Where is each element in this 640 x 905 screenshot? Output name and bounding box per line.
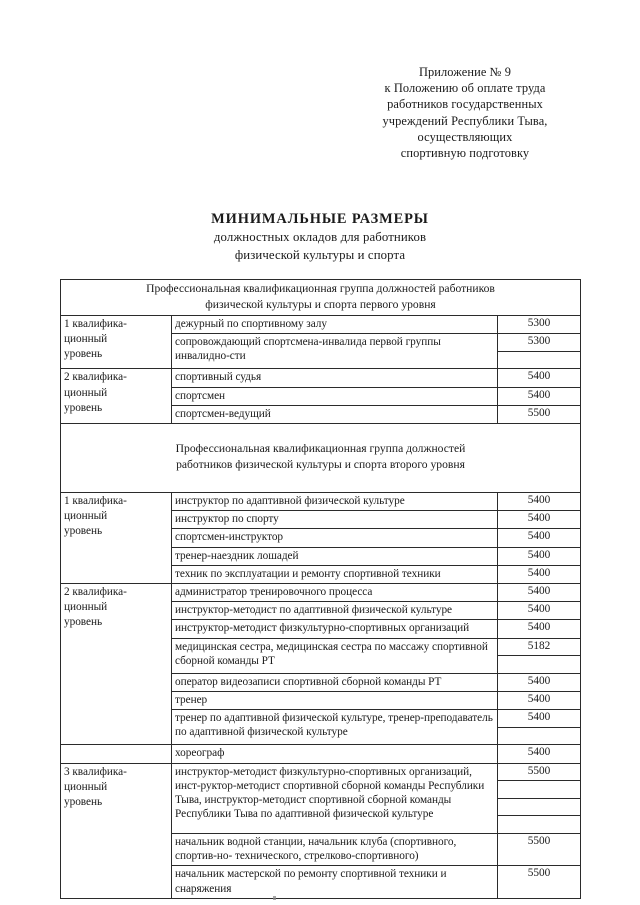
appendix-header-line-6: спортивную подготовку bbox=[400, 146, 530, 161]
salary-cell-empty bbox=[498, 798, 581, 816]
level-label-line-2: ционный bbox=[64, 510, 108, 523]
salary-cell: 5300 bbox=[498, 334, 581, 352]
post-cell: инструктор-методист физкультурно-спортивных организаций, инст-руктор-методист спортивной сборной команды Республики Тыва, инструктор-методист спортивной сборной команды Республики Тыва по адаптивной физической культуре bbox=[172, 763, 498, 833]
level-label-line-1: 2 квалифика- bbox=[64, 371, 127, 384]
scan-artifact bbox=[273, 896, 276, 900]
appendix-header-line-4: учреждений Республики Тыва, bbox=[382, 113, 548, 128]
post-cell: хореограф bbox=[172, 745, 498, 763]
salary-cell-empty bbox=[498, 727, 581, 745]
salary-cell-empty bbox=[498, 351, 581, 369]
salary-cell-empty bbox=[498, 781, 581, 799]
salary-cell: 5400 bbox=[498, 584, 581, 602]
post-cell: спортсмен-ведущий bbox=[172, 405, 498, 423]
table-row bbox=[61, 493, 581, 511]
appendix-header-line-5: осуществляющих bbox=[417, 129, 513, 144]
level-cell-g2-l3 bbox=[61, 763, 172, 898]
salary-cell: 5400 bbox=[498, 565, 581, 583]
level-label-line-3: уровень bbox=[64, 401, 103, 414]
post-cell: медицинская сестра, медицинская сестра по массажу спортивной сборной команды РТ bbox=[172, 638, 498, 673]
page-title-sub-2: физической культуры и спорта bbox=[234, 247, 406, 262]
salary-cell-empty bbox=[498, 816, 581, 834]
post-cell: оператор видеозаписи спортивной сборной команды РТ bbox=[172, 673, 498, 691]
group-2-heading bbox=[61, 424, 581, 493]
post-cell: тренер-наездник лошадей bbox=[172, 547, 498, 565]
group-1-heading bbox=[61, 280, 581, 316]
appendix-header-line-2: к Положению об оплате труда bbox=[384, 81, 546, 96]
salary-cell: 5400 bbox=[498, 493, 581, 511]
appendix-header-line-1: Приложение № 9 bbox=[418, 65, 512, 79]
page-title bbox=[0, 210, 640, 264]
table-row bbox=[61, 316, 581, 334]
level-label-line-3: уровень bbox=[64, 348, 103, 361]
salary-cell: 5182 bbox=[498, 638, 581, 656]
post-cell: тренер bbox=[172, 692, 498, 710]
salary-cell: 5500 bbox=[498, 405, 581, 423]
post-cell: техник по эксплуатации и ремонту спортивной техники bbox=[172, 565, 498, 583]
post-cell: тренер по адаптивной физической культуре, тренер-преподаватель по адаптивной физической культуре bbox=[172, 710, 498, 745]
group-2-heading-line-2: работников физической культуры и спорта второго уровня bbox=[176, 458, 465, 471]
salary-cell: 5400 bbox=[498, 547, 581, 565]
post-cell: начальник мастерской по ремонту спортивной техники и снаряжения bbox=[172, 866, 498, 898]
salary-table bbox=[60, 279, 581, 899]
level-label-line-2: ционный bbox=[64, 780, 108, 793]
salary-cell: 5300 bbox=[498, 316, 581, 334]
post-cell: инструктор-методист физкультурно-спортивных организаций bbox=[172, 620, 498, 638]
post-cell: спортсмен-инструктор bbox=[172, 529, 498, 547]
salary-cell: 5400 bbox=[498, 529, 581, 547]
group-2-heading-line-1: Профессиональная квалификационная группа должностей bbox=[175, 442, 466, 455]
page-title-main: МИНИМАЛЬНЫЕ РАЗМЕРЫ bbox=[211, 211, 429, 227]
group-heading-row bbox=[61, 280, 581, 316]
level-label-line-1: 3 квалифика- bbox=[64, 765, 127, 778]
salary-table-wrapper bbox=[60, 279, 580, 899]
salary-cell-empty bbox=[498, 656, 581, 674]
level-label-line-2: ционный bbox=[64, 601, 108, 614]
level-label-line-2: ционный bbox=[64, 333, 108, 346]
salary-cell: 5500 bbox=[498, 866, 581, 898]
salary-cell: 5400 bbox=[498, 387, 581, 405]
group-heading-row bbox=[61, 424, 581, 493]
level-label-line-3: уровень bbox=[64, 616, 103, 629]
post-cell: начальник водной станции, начальник клуба (спортивного, спортив-но- технического, стрелково-спортивного) bbox=[172, 833, 498, 865]
appendix-header bbox=[340, 64, 590, 161]
post-cell: инструктор-методист по адаптивной физической культуре bbox=[172, 602, 498, 620]
group-1-heading-line-1: Профессиональная квалификационная группа должностей работников bbox=[146, 282, 495, 295]
post-cell: инструктор по адаптивной физической культуре bbox=[172, 493, 498, 511]
level-label-line-1: 1 квалифика- bbox=[64, 318, 127, 330]
level-label-line-1: 2 квалифика- bbox=[64, 586, 127, 599]
level-label-line-2: ционный bbox=[64, 386, 108, 399]
table-row bbox=[61, 584, 581, 602]
salary-cell: 5400 bbox=[498, 710, 581, 728]
salary-cell: 5500 bbox=[498, 833, 581, 865]
level-cell-g2-l2 bbox=[61, 584, 172, 745]
level-label-line-1: 1 квалифика- bbox=[64, 495, 127, 507]
salary-cell: 5400 bbox=[498, 745, 581, 763]
salary-cell: 5400 bbox=[498, 511, 581, 529]
post-cell: дежурный по спортивному залу bbox=[172, 316, 498, 334]
salary-cell: 5400 bbox=[498, 673, 581, 691]
post-cell: сопровождающий спортсмена-инвалида первой группы инвалидно-сти bbox=[172, 334, 498, 369]
level-cell-g2-l1 bbox=[61, 493, 172, 584]
level-label-line-3: уровень bbox=[64, 796, 103, 809]
salary-cell: 5400 bbox=[498, 620, 581, 638]
salary-cell: 5400 bbox=[498, 692, 581, 710]
post-cell: спортсмен bbox=[172, 387, 498, 405]
salary-cell: 5400 bbox=[498, 369, 581, 387]
post-cell: спортивный судья bbox=[172, 369, 498, 387]
post-cell: инструктор по спорту bbox=[172, 511, 498, 529]
salary-cell: 5400 bbox=[498, 602, 581, 620]
appendix-header-line-3: работников государственных bbox=[387, 97, 543, 112]
salary-cell: 5500 bbox=[498, 763, 581, 781]
post-cell: администратор тренировочного процесса bbox=[172, 584, 498, 602]
level-cell-g1-l1 bbox=[61, 316, 172, 369]
group-1-heading-line-2: физической культуры и спорта первого уровня bbox=[205, 298, 436, 311]
table-row bbox=[61, 763, 581, 781]
level-cell-empty bbox=[61, 745, 172, 763]
table-row bbox=[61, 369, 581, 387]
table-row bbox=[61, 745, 581, 763]
level-cell-g1-l2 bbox=[61, 369, 172, 424]
level-label-line-3: уровень bbox=[64, 525, 103, 538]
page-title-sub-1: должностных окладов для работников bbox=[213, 230, 427, 244]
